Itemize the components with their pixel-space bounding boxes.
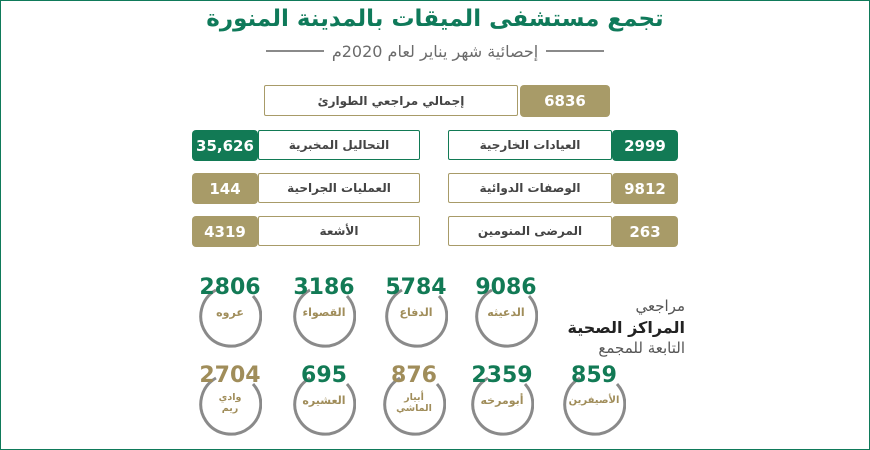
stat-radiology (192, 216, 420, 247)
caption-line1: مراجعي (635, 297, 685, 315)
stat-label: الأشعة (258, 216, 420, 246)
stat-label: إجمالي مراجعي الطوارئ (264, 85, 518, 116)
stat-inpatients (448, 216, 678, 247)
center-value: 2806 (199, 275, 261, 300)
stat-value: 263 (612, 216, 678, 247)
stat-lab-tests (192, 130, 420, 161)
center-name: الدعيثه (487, 306, 525, 319)
center-value: 876 (391, 363, 437, 388)
stat-label: التحاليل المخبرية (258, 130, 420, 160)
centers-caption (545, 296, 685, 359)
center-value: 2704 (199, 363, 261, 388)
center-name: أبومرخه (480, 394, 524, 407)
stat-outpatient (448, 130, 678, 161)
center-urwa (198, 275, 262, 348)
stat-value: 9812 (612, 173, 678, 204)
stat-emergency (264, 85, 610, 117)
center-dueitha (474, 275, 538, 348)
center-value: 5784 (385, 275, 447, 300)
page-subtitle: إحصائية شهر يناير لعام 2020م (331, 41, 539, 61)
stat-label: العيادات الخارجية (448, 130, 612, 160)
stat-value: 4319 (192, 216, 258, 247)
stat-value: 35,626 (192, 130, 258, 161)
stat-label: الوصفات الدوائية (448, 173, 612, 203)
stat-prescriptions (448, 173, 678, 204)
subtitle-divider-right (546, 50, 604, 52)
subtitle-row (255, 40, 615, 62)
center-name: الأصيفرين (568, 395, 620, 406)
center-name: عروه (216, 306, 244, 319)
center-value: 2359 (471, 363, 533, 388)
center-wadi-reem (198, 363, 262, 436)
caption-line3: التابعة للمجمع (598, 339, 685, 357)
center-value: 695 (301, 363, 347, 388)
center-name: القصواء (302, 306, 346, 319)
stat-surgeries (192, 173, 420, 204)
stat-value: 2999 (612, 130, 678, 161)
center-ushaira (292, 363, 356, 436)
center-abumarkha (470, 363, 534, 436)
stat-value: 6836 (520, 85, 610, 117)
center-name: الدفاع (399, 306, 433, 319)
center-qaswaa (292, 275, 356, 348)
center-value: 9086 (475, 275, 537, 300)
page-title: تجمع مستشفى الميقات بالمدينة المنورة (206, 6, 664, 32)
center-name: وادي ريم (218, 392, 242, 414)
center-usaifirin (562, 363, 626, 436)
stat-label: العمليات الجراحية (258, 173, 420, 203)
subtitle-divider-left (266, 50, 324, 52)
center-name: أبيار الماشي (396, 392, 432, 414)
stat-value: 144 (192, 173, 258, 204)
stat-label: المرضى المنومين (448, 216, 612, 246)
center-value: 859 (571, 363, 617, 388)
center-value: 3186 (293, 275, 355, 300)
center-abyar-almashi (382, 363, 446, 436)
center-difaa (384, 275, 448, 348)
caption-line2: المراكز الصحية (567, 318, 685, 337)
center-name: العشيره (302, 394, 346, 407)
